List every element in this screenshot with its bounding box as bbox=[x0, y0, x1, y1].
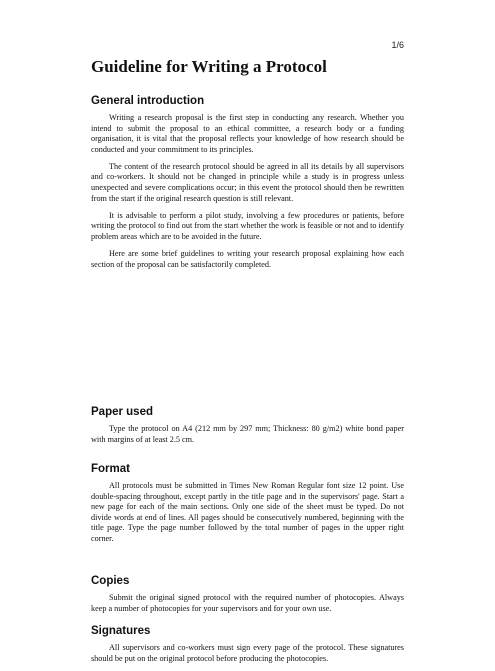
paragraph: Submit the original signed protocol with the required number of photocopies. Always keep a number of photocopies for your supervisors and for your own use. bbox=[91, 593, 404, 613]
page-number: 1/6 bbox=[391, 40, 404, 50]
section-copies bbox=[91, 575, 404, 621]
paragraph: Type the protocol on A4 (212 mm by 297 mm; Thickness: 80 g/m2) white bond paper with margins of at least 2.5 cm. bbox=[91, 424, 404, 444]
paragraph: All protocols must be submitted in Times New Roman Regular font size 12 point. Use double-spacing throughout, except partly in the title page and in the supervisors' page. Start a new page for each of the main sections. Only one side of the sheet must be typed. Do not divide words at end of lines. All pages should be consecutively numbered, beginning with the title page. Type the page number followed by the total number of pages in the upper right corner. bbox=[91, 481, 404, 543]
page-title: Guideline for Writing a Protocol bbox=[91, 57, 327, 76]
paragraph: The content of the research protocol should be agreed in all its details by all supervisors and co-workers. It should not be changed in principle while a study is in progress unless unexpected and severe complications occur; in this event the protocol should then be rewritten from the start if the original research question is still relevant. bbox=[91, 161, 404, 203]
section-heading: Copies bbox=[91, 575, 130, 587]
section-general-introduction bbox=[91, 95, 404, 277]
paragraph: Writing a research proposal is the first step in conducting any research. Whether you intend to submit the proposal to an ethical committee, a research body or a funding organisation, it is vital that the proposal reflects your knowledge of how research should be conducted and your commitment to its principles. bbox=[91, 113, 404, 154]
section-heading: Signatures bbox=[91, 625, 151, 637]
section-heading: Format bbox=[91, 463, 130, 475]
paragraph: It is advisable to perform a pilot study, involving a few procedures or patients, before writing the protocol to find out from the start whether the work is feasible or not and to identify problem areas which are to be avoided in the future. bbox=[91, 210, 404, 241]
paragraph: Here are some brief guidelines to writing your research proposal explaining how each section of the proposal can be satisfactorily completed. bbox=[91, 249, 404, 269]
paragraph: All supervisors and co-workers must sign every page of the protocol. These signatures should be put on the original protocol before producing the photocopies. bbox=[91, 643, 404, 663]
section-format bbox=[91, 463, 404, 551]
section-heading: General introduction bbox=[91, 95, 205, 107]
section-paper-used bbox=[91, 406, 404, 452]
section-heading: Paper used bbox=[91, 406, 153, 418]
section-signatures bbox=[91, 625, 404, 671]
